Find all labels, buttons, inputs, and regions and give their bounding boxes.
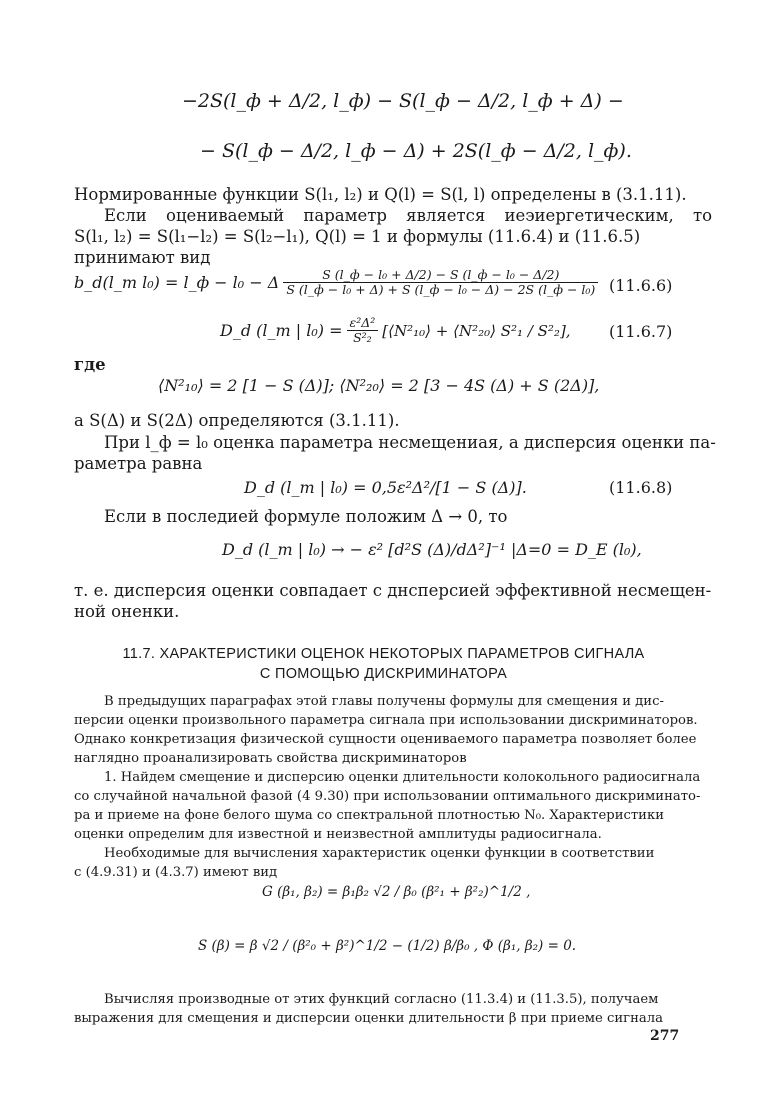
- small-line: со случайной начальной фазой (4 9.30) при использовании оптимального дискриминато-: [74, 789, 701, 804]
- equation-11-6-7: [220, 316, 571, 345]
- paragraph-nonenergetic-line3: принимают вид: [74, 248, 211, 267]
- page-number: 277: [650, 1028, 680, 1044]
- small-line: В предыдущих параграфах этой главы получены формулы для смещения и дис-: [104, 694, 664, 709]
- small-line: наглядно проанализировать свойства дискриминаторов: [74, 751, 467, 766]
- small-paragraph-item1: [74, 768, 700, 844]
- equation-11-6-7-fraction: [347, 316, 379, 345]
- paragraph-nonenergetic-line1: Если оцениваемый параметр является иеэиергетическим, то: [104, 206, 713, 225]
- equation-11-6-6-lhs: b_d(l_m l₀) = l_ф − l₀ − Δ: [74, 273, 280, 293]
- equation-where: ⟨N²₁₀⟩ = 2 [1 − S (Δ)]; ⟨N²₂₀⟩ = 2 [3 − 4S (Δ) + S (2Δ)],: [158, 376, 600, 395]
- equation-G: G (β₁, β₂) = β₁β₂ √2 / β₀ (β²₁ + β²₂)^1/2 ,: [262, 884, 531, 900]
- paragraph-limit-intro: Если в последией формуле положим Δ → 0, то: [104, 507, 508, 526]
- paragraph-defined-by: а S(Δ) и S(2Δ) определяются (3.1.11).: [74, 411, 400, 430]
- equation-11-6-8: D_d (l_m | l₀) = 0,5ε²Δ²/[1 − S (Δ)].: [244, 478, 527, 497]
- equation-S: S (β) = β √2 / (β²₀ + β²)^1/2 − (1/2) β/β₀ , Φ (β₁, β₂) = 0.: [198, 938, 577, 954]
- paragraph-conclusion-line1: т. е. дисперсия оценки совпадает с днсперсией эффективной несмещен-: [74, 581, 712, 600]
- formula-top-line2: − S(l_ф − Δ/2, l_ф − Δ) + 2S(l_ф − Δ/2, l_ф).: [200, 140, 632, 162]
- small-paragraph-functions: [74, 844, 654, 882]
- equation-11-6-6-numerator: S (l_ф − l₀ + Δ/2) − S (l_ф − l₀ − Δ/2): [283, 268, 598, 283]
- word-where: где: [74, 355, 106, 374]
- equation-11-6-7-frac-den: S²₂: [353, 329, 372, 345]
- equation-11-6-7-lhs: D_d (l_m | l₀) =: [220, 321, 343, 341]
- paragraph-conclusion-line2: ной оненки.: [74, 602, 180, 621]
- equation-number-11-6-8: (11.6.8): [609, 478, 673, 497]
- small-line: 1. Найдем смещение и дисперсию оценки длительности колокольного радиосигнала: [104, 770, 701, 785]
- paragraph-nonenergetic-line2: S(l₁, l₂) = S(l₁−l₂) = S(l₂−l₁), Q(l) = 1 и формулы (11.6.4) и (11.6.5): [74, 227, 641, 246]
- equation-limit: D_d (l_m | l₀) → − ε² [d²S (Δ)/dΔ²]⁻¹ |Δ=0 = D_E (l₀),: [222, 540, 642, 559]
- section-heading-line2: С ПОМОЩЬЮ ДИСКРИМИНАТОРА: [259, 666, 508, 682]
- equation-11-6-6-denominator: S (l_ф − l₀ + Δ) + S (l_ф − l₀ − Δ) − 2S (l_ф − l₀): [286, 281, 596, 297]
- paragraph-unbiased-line2: раметра равна: [74, 454, 203, 473]
- equation-11-6-7-frac-num: ε²Δ²: [347, 316, 379, 331]
- small-paragraph-intro: [74, 692, 698, 768]
- small-line: Необходимые для вычисления характеристик оценки функции в соответствии: [104, 846, 655, 861]
- equation-number-11-6-7: (11.6.7): [609, 322, 673, 341]
- small-line: с (4.9.31) и (4.3.7) имеют вид: [74, 865, 278, 880]
- equation-11-6-7-rhs: [⟨N²₁₀⟩ + ⟨N²₂₀⟩ S²₁ / S²₂],: [382, 321, 571, 340]
- paragraph-normalized-functions: Нормированные функции S(l₁, l₂) и Q(l) = S(l, l) определены в (3.1.11).: [74, 185, 687, 204]
- small-line: Вычисляя производные от этих функций согласно (11.3.4) и (11.3.5), получаем: [104, 992, 659, 1007]
- small-line: оценки определим для известной и неизвестной амплитуды радиосигнала.: [74, 827, 602, 842]
- small-paragraph-derivatives: [74, 990, 663, 1028]
- paragraph-unbiased-line1: При l_ф = l₀ оценка параметра несмещениая, а дисперсия оценки па-: [104, 433, 716, 452]
- small-line: Однако конкретизация физической сущности оцениваемого параметра позволяет более: [74, 732, 697, 747]
- small-line: персии оценки произвольного параметра сигнала при использовании дискриминаторов.: [74, 713, 698, 728]
- small-line: выражения для смещения и дисперсии оценки длительности β при приеме сигнала: [74, 1011, 663, 1026]
- equation-11-6-6: [74, 268, 598, 297]
- formula-top-line1: −2S(l_ф + Δ/2, l_ф) − S(l_ф − Δ/2, l_ф + Δ) −: [182, 90, 624, 112]
- small-line: ра и приеме на фоне белого шума со спектральной плотностью N₀. Характеристики: [74, 808, 664, 823]
- equation-11-6-6-fraction: [283, 268, 598, 297]
- equation-number-11-6-6: (11.6.6): [609, 276, 673, 295]
- section-heading-line1: 11.7. ХАРАКТЕРИСТИКИ ОЦЕНОК НЕКОТОРЫХ ПАРАМЕТРОВ СИГНАЛА: [122, 646, 645, 662]
